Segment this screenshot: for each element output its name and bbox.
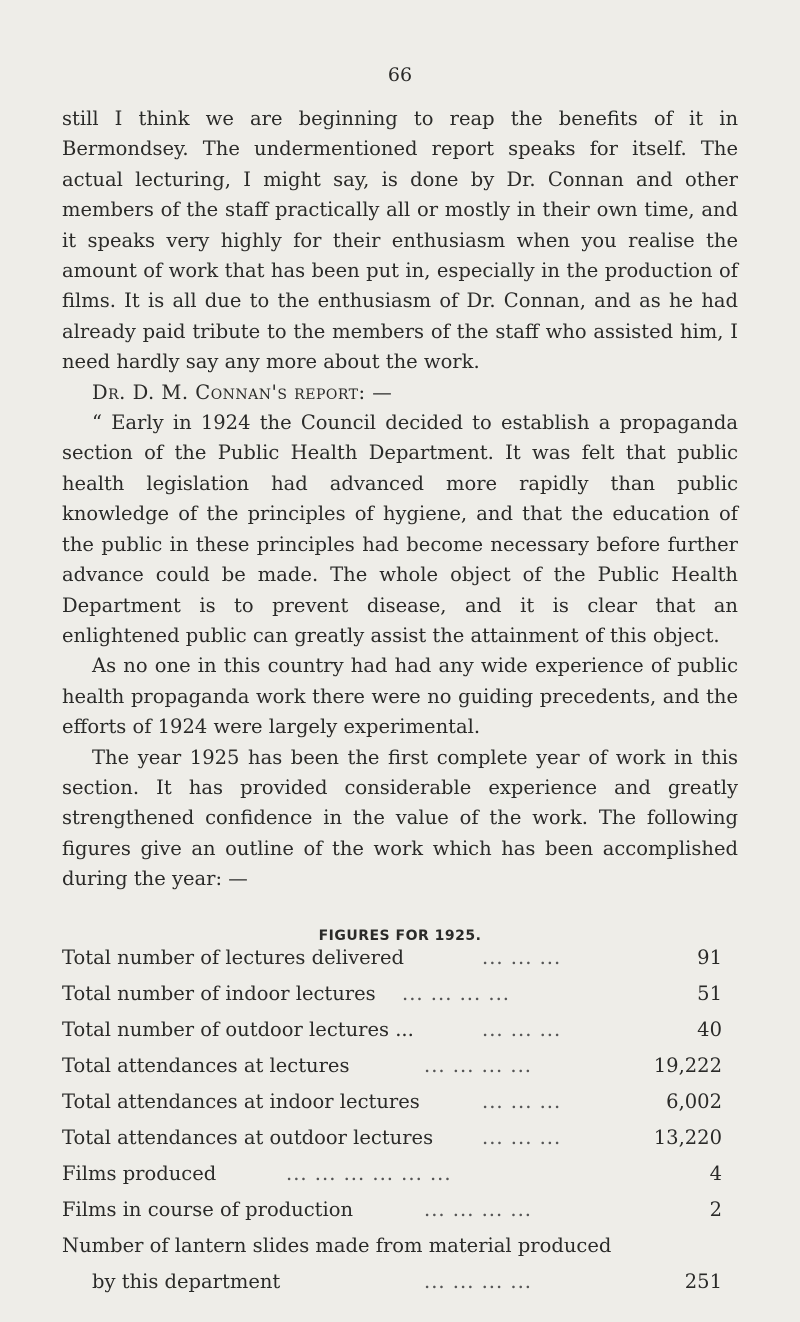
figures-row (62, 1054, 738, 1084)
leader-dots: ... ... ... (482, 946, 562, 969)
figures-row (62, 1162, 738, 1192)
figure-value: 2 (709, 1198, 722, 1221)
intro-paragraph: still I think we are beginning to reap the benefits of it in Bermondsey. The undermentioned report speaks for itself. The actual lecturing, I might say, is done by Dr. Connan and other members of the staff practically all or mostly in their own time, and it speaks very highly for their enthusiasm when you realise the amount of work that has been put in, especially in the production of films. It is all due to the enthusiasm of Dr. Connan, and as he had already paid tribute to the members of the staff who assisted him, I need hardly say any more about the work. (62, 107, 738, 374)
leader-dots: ... ... ... (482, 1126, 562, 1149)
figure-label: Number of lantern slides made from material produced (62, 1234, 612, 1257)
figure-value: 13,220 (653, 1126, 722, 1149)
report-paragraph: As no one in this country had had any wide experience of public health propaganda work there were no guiding precedents, and the efforts of 1924 were largely experimental. (62, 654, 738, 739)
figures-row (62, 982, 738, 1012)
leader-dots: ... ... ... ... (424, 1198, 532, 1221)
figure-label: Total number of lectures delivered (62, 946, 404, 969)
figures-title: FIGURES FOR 1925. (318, 928, 482, 944)
figures-row (62, 1090, 738, 1120)
figure-label: Total number of outdoor lectures ... (62, 1018, 414, 1041)
figure-value: 19,222 (653, 1054, 722, 1077)
figure-value: 251 (684, 1270, 722, 1293)
leader-dots: ... ... ... ... ... ... (286, 1162, 452, 1185)
leader-dots: ... ... ... (482, 1018, 562, 1041)
report-paragraph: “ Early in 1924 the Council decided to establish a propaganda section of the Public Health Department. It was felt that public health legislation had advanced more rapidly than public knowledge of the principles of hygiene, and that the education of the public in these principles had become necessary before further advance could be made. The whole object of the Public Health Department is to prevent disease, and it is clear that an enlightened public can greatly assist the attainment of this object. (62, 411, 738, 647)
figure-label: Films produced (62, 1162, 217, 1185)
figure-value: 40 (697, 1018, 722, 1041)
page-number: 66 (387, 64, 413, 86)
leader-dots: ... ... ... (482, 1090, 562, 1113)
leader-dots: ... ... ... ... (402, 982, 510, 1005)
figure-label: by this department (92, 1270, 281, 1293)
figure-label: Total attendances at outdoor lectures (62, 1126, 434, 1149)
figures-row (62, 1234, 738, 1264)
figure-value: 6,002 (666, 1090, 722, 1113)
figure-label: Total number of indoor lectures (62, 982, 376, 1005)
figure-value: 91 (697, 946, 722, 969)
report-paragraph: The year 1925 has been the first complete year of work in this section. It has provided considerable experience and greatly strengthened confidence in the value of the work. The following figures give an outline of the work which has been accomplished during the year: — (62, 745, 738, 891)
body-text (62, 104, 738, 895)
figure-label: Total attendances at lectures (62, 1054, 350, 1077)
figures-row (62, 1270, 738, 1300)
figure-label: Total attendances at indoor lectures (62, 1090, 420, 1113)
figure-value: 4 (709, 1162, 722, 1185)
figures-row (62, 1126, 738, 1156)
figures-row (62, 1018, 738, 1048)
figures-row (62, 946, 738, 976)
leader-dots: ... ... ... ... (424, 1270, 532, 1293)
figure-value: 51 (697, 982, 722, 1005)
figure-label: Films in course of production (62, 1198, 354, 1221)
leader-dots: ... ... ... ... (424, 1054, 532, 1077)
figures-row (62, 1198, 738, 1228)
report-heading: Dr. D. M. Connan's report: — (92, 380, 393, 404)
